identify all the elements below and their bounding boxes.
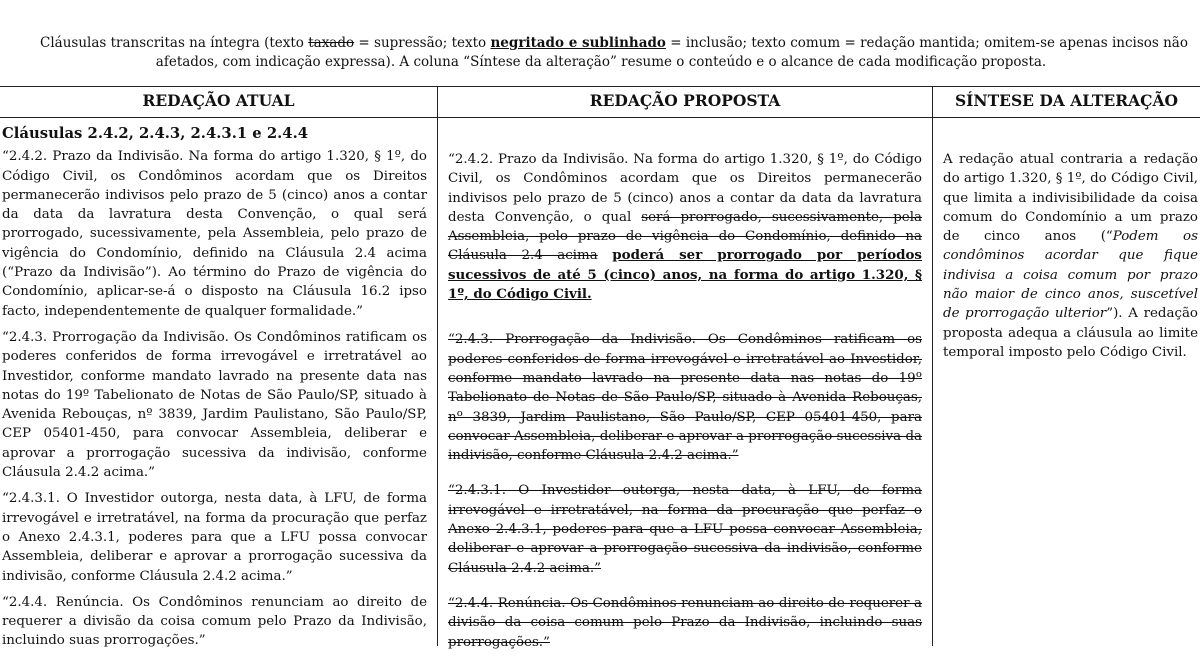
- clause-2-4-3-1-deleted: “2.4.3.1. O Investidor outorga, nesta data, à LFU, de forma irrevogável e irretratável, na forma da procuração que perfaz o Anexo 2.4.3.1, poderes para que a LFU possa convocar Assembleia, deliberar e aprovar a prorrogação sucessiva da indivisão, conforme Cláusula 2.4.2 acima.”: [448, 483, 922, 576]
- intro-line-2: afetados, com indicação expressa). A coluna “Síntese da alteração” resume o conteúdo e o alcance de cada modificação proposta.: [155, 54, 1047, 70]
- intro-text: Cláusulas transcritas na íntegra (texto: [40, 35, 309, 51]
- intro-text: = supressão; texto: [354, 35, 491, 51]
- clause-2-4-2-current: “2.4.2. Prazo da Indivisão. Na forma do artigo 1.320, § 1º, do Código Civil, os Condôminos acordam que os Direitos permanecerão indivisos pelo prazo de 5 (cinco) anos a contar da data da lavratura desta Convenção, o qual será prorrogado, sucessivamente, pela Assembleia, pelo prazo de vigência do Condomínio, definido na Cláusula 2.4 acima (“Prazo da Indivisão”). Ao término do Prazo de vigência do Condomínio, aplicar-se-á o disposto na Cláusula 16.2 ipso facto, independentemente de qualquer formalidade.”: [2, 149, 427, 319]
- column-header-current: REDAÇÃO ATUAL: [142, 91, 295, 110]
- deleted-text: será prorrogado, sucessivamente, pela Assembleia, pelo prazo de vigência do Condomínio, definido na Cláusula 2.4 acima: [448, 209, 922, 264]
- change-summary-cell: [943, 150, 1198, 369]
- struck-example: taxado: [308, 35, 355, 51]
- space: [598, 248, 613, 263]
- kept-text: “2.4.2. Prazo da Indivisão. Na forma do artigo 1.320, § 1º, do Código Civil, os Condôminos acordam que os Direitos permanecerão indivisos pelo prazo de 5 (cinco) anos a contar da data da lavratura desta Convenção, o qual: [448, 152, 922, 225]
- intro-legend: [0, 34, 1200, 72]
- current-wording-cell: [2, 118, 427, 658]
- section-title: Cláusulas 2.4.2, 2.4.3, 2.4.3.1 e 2.4.4: [2, 125, 309, 142]
- intro-line-1: [0, 34, 1200, 53]
- intro-text: = inclusão; texto comum = redação mantida; omitem-se apenas incisos não: [665, 35, 1188, 51]
- clause-2-4-2-proposed: [448, 150, 922, 304]
- clause-2-4-4-current: “2.4.4. Renúncia. Os Condôminos renunciam ao direito de requerer a divisão da coisa comum pelo Prazo da Indivisão, incluindo suas prorrogações.”: [2, 594, 427, 649]
- column-divider-1: [437, 86, 438, 646]
- clause-2-4-3-current: “2.4.3. Prorrogação da Indivisão. Os Condôminos ratificam os poderes conferidos de forma irrevogável e irretratável ao Investidor, conforme mandato lavrado na presente data nas notas do 19º Tabelionato de Notas de São Paulo/SP, situado à Avenida Rebouças, nº 3839, Jardim Paulistano, São Paulo/SP, CEP 05401-450, para convocar Assembleia, deliberar e aprovar a prorrogação sucessiva da indivisão, conforme Cláusula 2.4.2 acima.”: [2, 329, 427, 481]
- column-header-proposed: REDAÇÃO PROPOSTA: [589, 91, 781, 110]
- bold-underline-example: negritado e sublinhado: [490, 35, 666, 51]
- civil-code-quote: Podem os condôminos acordar que fique indivisa a coisa comum por prazo não maior de cinco anos, suscetível de prorrogação ulterior: [943, 229, 1198, 322]
- summary-text: ”). A redação proposta adequa a cláusula ao limite temporal imposto pelo Código Civil.: [943, 306, 1198, 360]
- summary-text: A redação atual contraria a redação do artigo 1.320, § 1º, do Código Civil, que limita a indivisibilidade da coisa comum do Condomínio a um prazo de cinco anos (“: [943, 152, 1198, 245]
- clause-2-4-3-1-current: “2.4.3.1. O Investidor outorga, nesta data, à LFU, de forma irrevogável e irretratável, na forma da procuração que perfaz o Anexo 2.4.3.1, poderes para que a LFU possa convocar Assembleia, deliberar e aprovar a prorrogação sucessiva da indivisão, conforme Cláusula 2.4.2 acima.”: [2, 491, 427, 584]
- clause-2-4-3-deleted: “2.4.3. Prorrogação da Indivisão. Os Condôminos ratificam os poderes conferidos de forma irrevogável e irretratável ao Investidor, conforme mandato lavrado na presente data nas notas do 19º Tabelionato de Notas de São Paulo/SP, situado à Avenida Rebouças, nº 3839, Jardim Paulistano, São Paulo/SP, CEP 05401-450, para convocar Assembleia, deliberar e aprovar a prorrogação sucessiva da indivisão, conforme Cláusula 2.4.2 acima.”: [448, 332, 922, 464]
- clause-2-4-4-deleted: “2.4.4. Renúncia. Os Condôminos renunciam ao direito de requerer a divisão da coisa comum pelo Prazo da Indivisão, incluindo suas prorrogações.”: [448, 595, 922, 650]
- proposed-wording-cell: [448, 150, 922, 659]
- change-summary-text: [943, 150, 1198, 362]
- column-header-summary: SÍNTESE DA ALTERAÇÃO: [954, 91, 1178, 110]
- inserted-text: poderá ser prorrogado por períodos sucessivos de até 5 (cinco) anos, na forma do artigo 1.320, § 1º, do Código Civil.: [448, 247, 922, 303]
- column-divider-2: [932, 86, 933, 646]
